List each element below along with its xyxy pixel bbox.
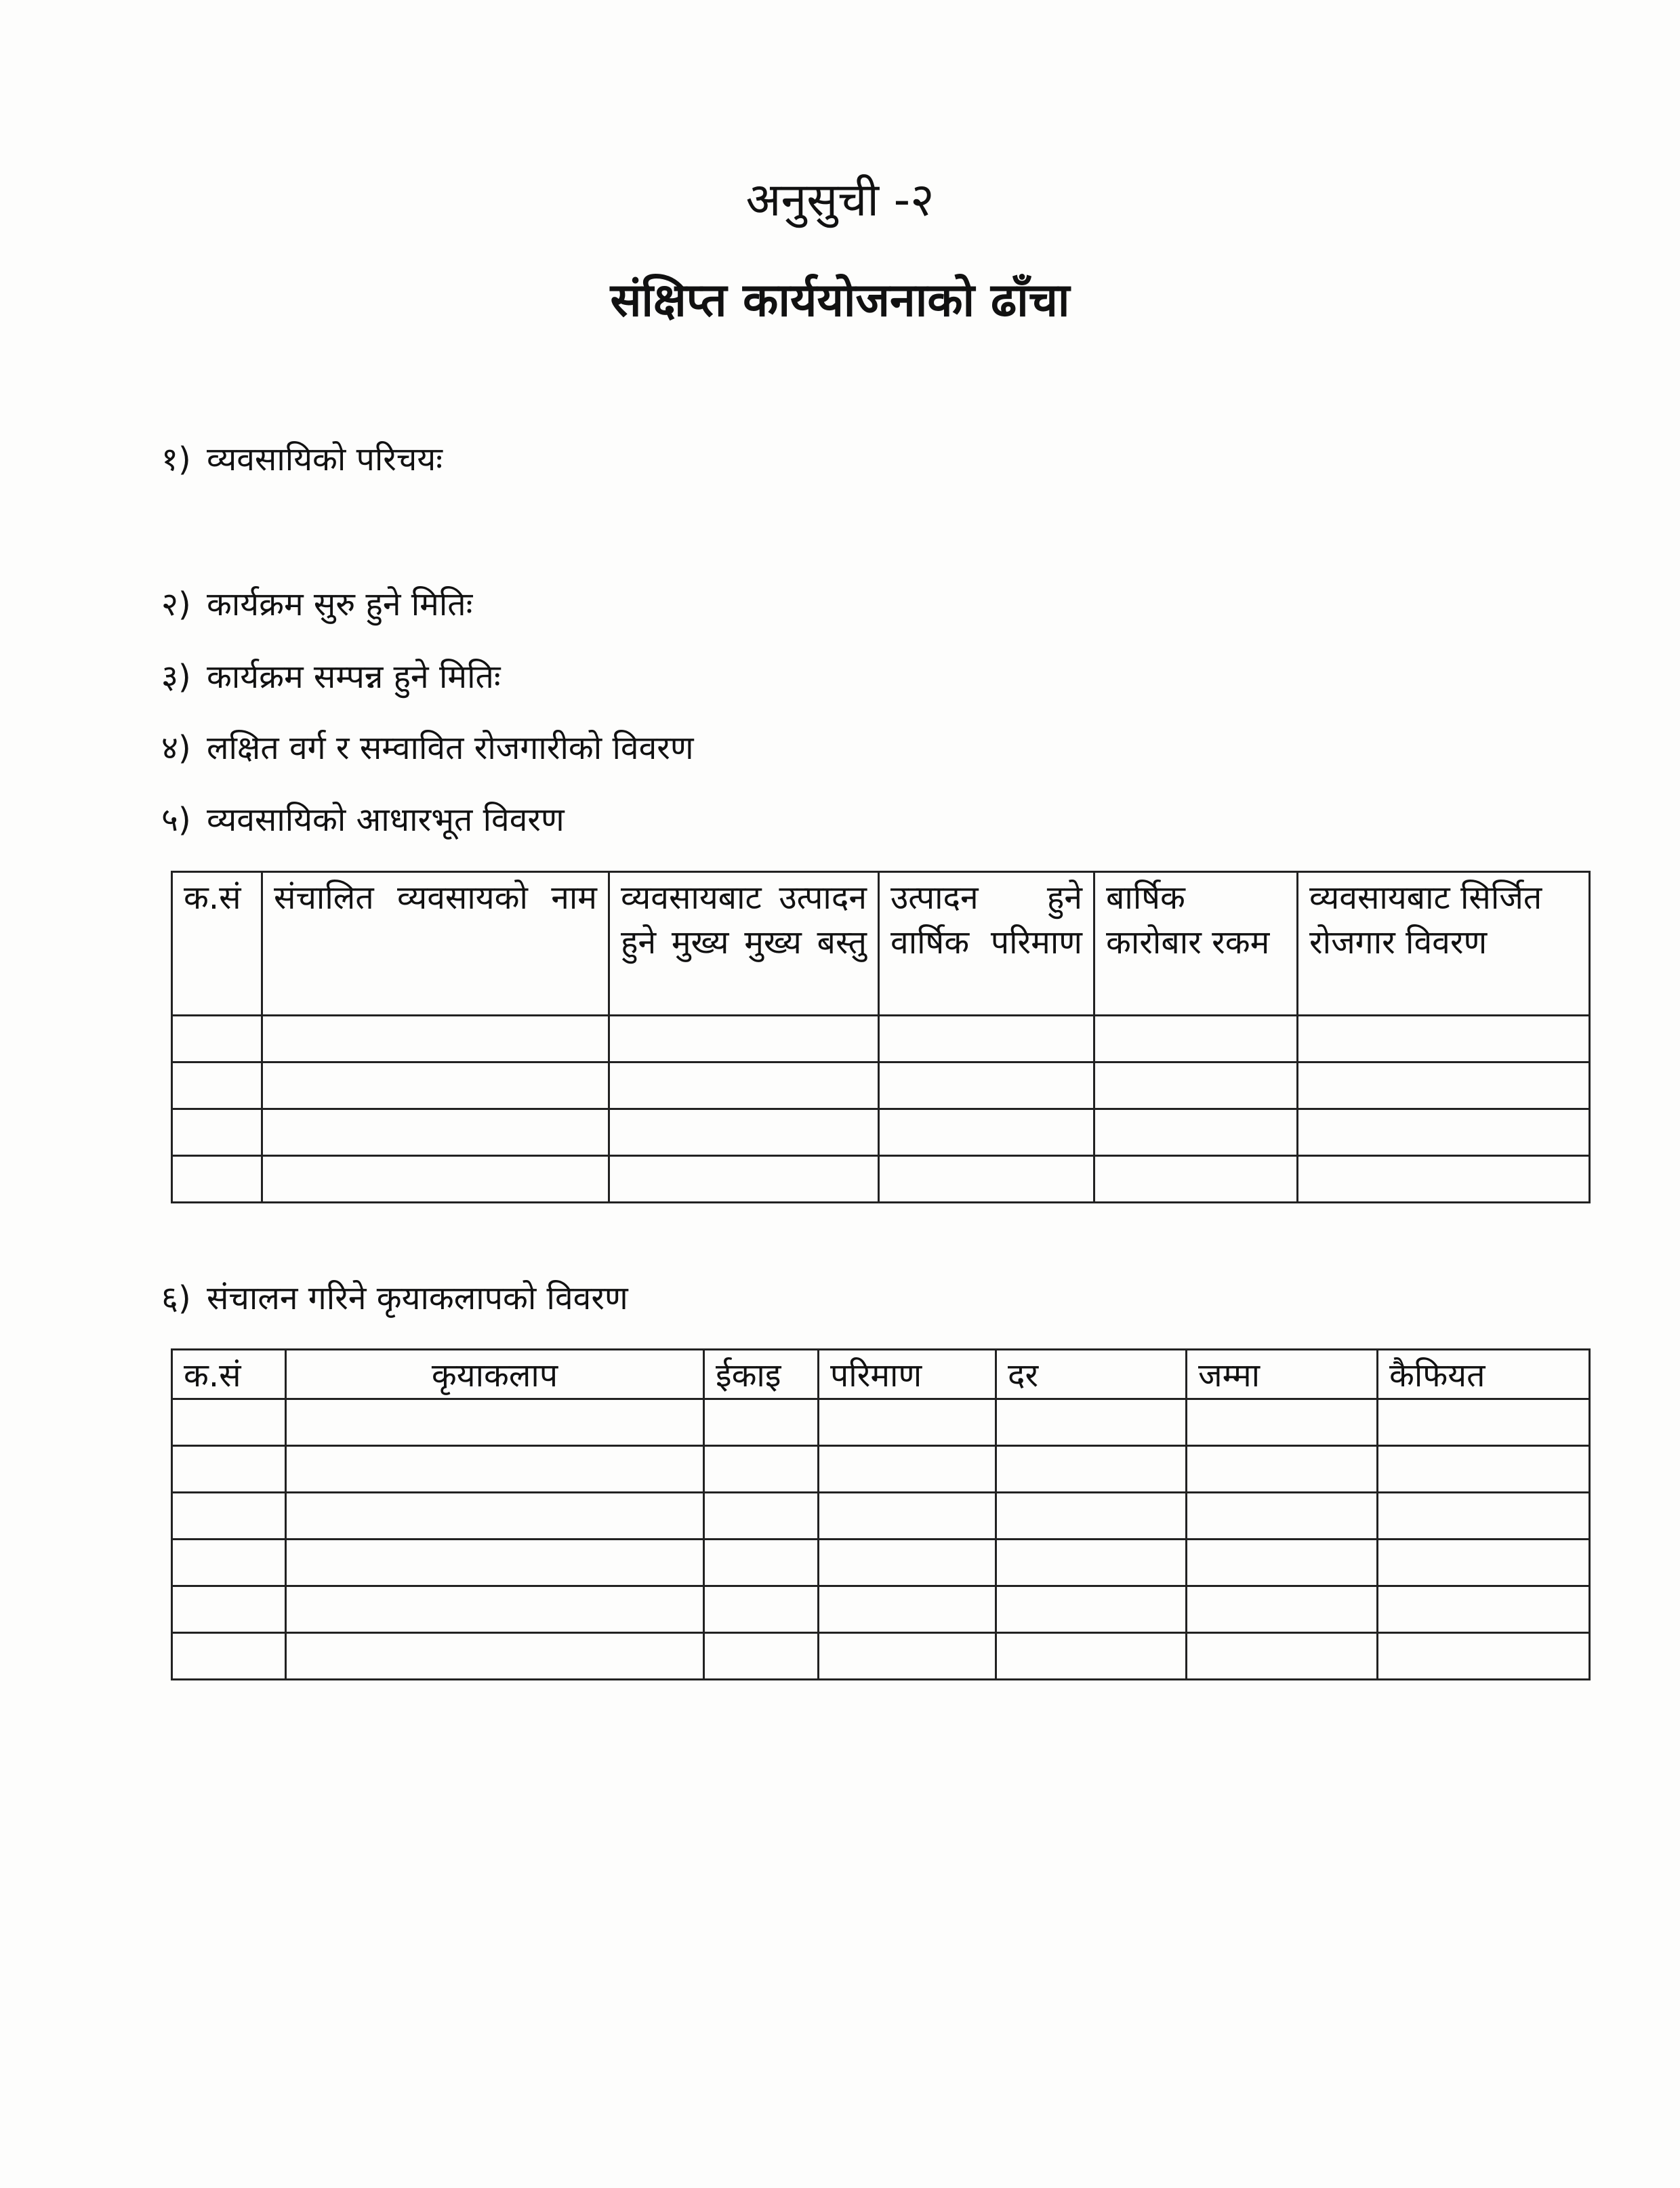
table-row	[172, 1062, 1590, 1109]
col-header-rate: दर	[996, 1350, 1187, 1399]
table-cell[interactable]	[1378, 1446, 1590, 1493]
col-header-quantity: परिमाण	[819, 1350, 996, 1399]
table-cell[interactable]	[1094, 1062, 1298, 1109]
section-number: ४)	[161, 729, 191, 767]
table-cell[interactable]	[172, 1446, 286, 1493]
section-number: ५)	[161, 801, 191, 839]
table-row	[172, 1399, 1590, 1446]
table-cell[interactable]	[1378, 1540, 1590, 1586]
table-row	[172, 1156, 1590, 1203]
table-cell[interactable]	[1378, 1399, 1590, 1446]
table-cell[interactable]	[1298, 1062, 1590, 1109]
table-cell[interactable]	[1094, 1016, 1298, 1062]
section-number: ३)	[161, 658, 191, 696]
table-cell[interactable]	[996, 1586, 1187, 1633]
table-cell[interactable]	[1298, 1109, 1590, 1156]
table-cell[interactable]	[996, 1399, 1187, 1446]
table-cell[interactable]	[1187, 1633, 1378, 1680]
table-cell[interactable]	[172, 1586, 286, 1633]
table-cell[interactable]	[262, 1156, 609, 1203]
col-header-unit: ईकाइ	[704, 1350, 819, 1399]
table-cell[interactable]	[609, 1156, 879, 1203]
section-label: कार्यक्रम सम्पन्न हुने मितिः	[206, 658, 501, 696]
table-cell[interactable]	[1378, 1493, 1590, 1540]
table-cell[interactable]	[996, 1633, 1187, 1680]
table-cell[interactable]	[1187, 1493, 1378, 1540]
table-cell[interactable]	[1094, 1156, 1298, 1203]
section-1-heading	[161, 440, 443, 478]
table-cell[interactable]	[286, 1446, 704, 1493]
section-label: संचालन गरिने कृयाकलापको विवरण	[206, 1279, 628, 1317]
table-cell[interactable]	[704, 1446, 819, 1493]
table-cell[interactable]	[819, 1399, 996, 1446]
table-cell[interactable]	[879, 1109, 1094, 1156]
table-cell[interactable]	[286, 1493, 704, 1540]
table-cell[interactable]	[1187, 1586, 1378, 1633]
activities-table	[171, 1348, 1591, 1680]
table-cell[interactable]	[879, 1016, 1094, 1062]
col-header-main-products: व्यवसायबाट उत्पादन हुने मुख्य मुख्य बस्तु	[609, 872, 879, 1016]
table-cell[interactable]	[1094, 1109, 1298, 1156]
table-cell[interactable]	[996, 1540, 1187, 1586]
table-cell[interactable]	[172, 1062, 262, 1109]
col-header-remarks: कैफियत	[1378, 1350, 1590, 1399]
col-header-total: जम्मा	[1187, 1350, 1378, 1399]
col-header-employment: व्यवसायबाट सिर्जित रोजगार विवरण	[1298, 872, 1590, 1016]
table-cell[interactable]	[996, 1493, 1187, 1540]
section-number: २)	[161, 585, 191, 623]
table-cell[interactable]	[262, 1109, 609, 1156]
table-cell[interactable]	[1378, 1586, 1590, 1633]
table-cell[interactable]	[996, 1446, 1187, 1493]
table-cell[interactable]	[172, 1540, 286, 1586]
table-cell[interactable]	[172, 1156, 262, 1203]
table-cell[interactable]	[819, 1446, 996, 1493]
table-row	[172, 1586, 1590, 1633]
table-cell[interactable]	[819, 1586, 996, 1633]
table-cell[interactable]	[609, 1109, 879, 1156]
section-label: कार्यक्रम सुरु हुने मितिः	[206, 585, 473, 623]
section-2-heading	[161, 585, 473, 623]
table-cell[interactable]	[172, 1493, 286, 1540]
table-cell[interactable]	[1187, 1446, 1378, 1493]
table-cell[interactable]	[704, 1399, 819, 1446]
col-header-serial: क.सं	[172, 872, 262, 1016]
section-3-heading	[161, 658, 501, 696]
table-cell[interactable]	[1187, 1540, 1378, 1586]
table-cell[interactable]	[286, 1399, 704, 1446]
table-cell[interactable]	[286, 1633, 704, 1680]
page-title: अनुसुची -२	[745, 173, 935, 227]
table-cell[interactable]	[1378, 1633, 1590, 1680]
col-header-activity: कृयाकलाप	[286, 1350, 704, 1399]
col-header-business-name: संचालित व्यवसायको नाम	[262, 872, 609, 1016]
table-cell[interactable]	[172, 1109, 262, 1156]
table-cell[interactable]	[819, 1633, 996, 1680]
col-header-annual-quantity: उत्पादन हुने वार्षिक परिमाण	[879, 872, 1094, 1016]
table-header-row	[172, 872, 1590, 1016]
table-row	[172, 1633, 1590, 1680]
table-cell[interactable]	[879, 1156, 1094, 1203]
table-cell[interactable]	[819, 1493, 996, 1540]
table-row	[172, 1540, 1590, 1586]
table-cell[interactable]	[1298, 1016, 1590, 1062]
section-label: लक्षित वर्ग र सम्वावित रोजगारीको विवरण	[206, 729, 694, 767]
table-row	[172, 1493, 1590, 1540]
section-5-heading	[161, 801, 565, 839]
table-cell[interactable]	[704, 1633, 819, 1680]
col-header-serial: क.सं	[172, 1350, 286, 1399]
business-details-table	[171, 871, 1591, 1203]
table-cell[interactable]	[879, 1062, 1094, 1109]
table-cell[interactable]	[286, 1586, 704, 1633]
table-cell[interactable]	[1187, 1399, 1378, 1446]
table-cell[interactable]	[1298, 1156, 1590, 1203]
table-cell[interactable]	[262, 1016, 609, 1062]
table-cell[interactable]	[609, 1062, 879, 1109]
section-number: १)	[161, 440, 191, 478]
table-row	[172, 1016, 1590, 1062]
section-4-heading	[161, 729, 694, 767]
table-cell[interactable]	[172, 1016, 262, 1062]
table-cell[interactable]	[609, 1016, 879, 1062]
table-cell[interactable]	[704, 1540, 819, 1586]
table-cell[interactable]	[704, 1586, 819, 1633]
table-cell[interactable]	[286, 1540, 704, 1586]
table-cell[interactable]	[819, 1540, 996, 1586]
section-number: ६)	[161, 1279, 191, 1317]
col-header-annual-turnover: बार्षिक कारोबार रकम	[1094, 872, 1298, 1016]
section-label: व्यवसायिको परिचयः	[206, 440, 443, 478]
table-cell[interactable]	[704, 1493, 819, 1540]
table-row	[172, 1109, 1590, 1156]
table-cell[interactable]	[172, 1399, 286, 1446]
table-header-row	[172, 1350, 1590, 1399]
page-subtitle: संक्षिप्त कार्ययोजनाको ढाँचा	[610, 274, 1070, 327]
table-cell[interactable]	[172, 1633, 286, 1680]
table-row	[172, 1446, 1590, 1493]
section-label: व्यवसायिको आधारभूत विवरण	[206, 801, 565, 839]
table-cell[interactable]	[262, 1062, 609, 1109]
section-6-heading	[161, 1279, 628, 1317]
